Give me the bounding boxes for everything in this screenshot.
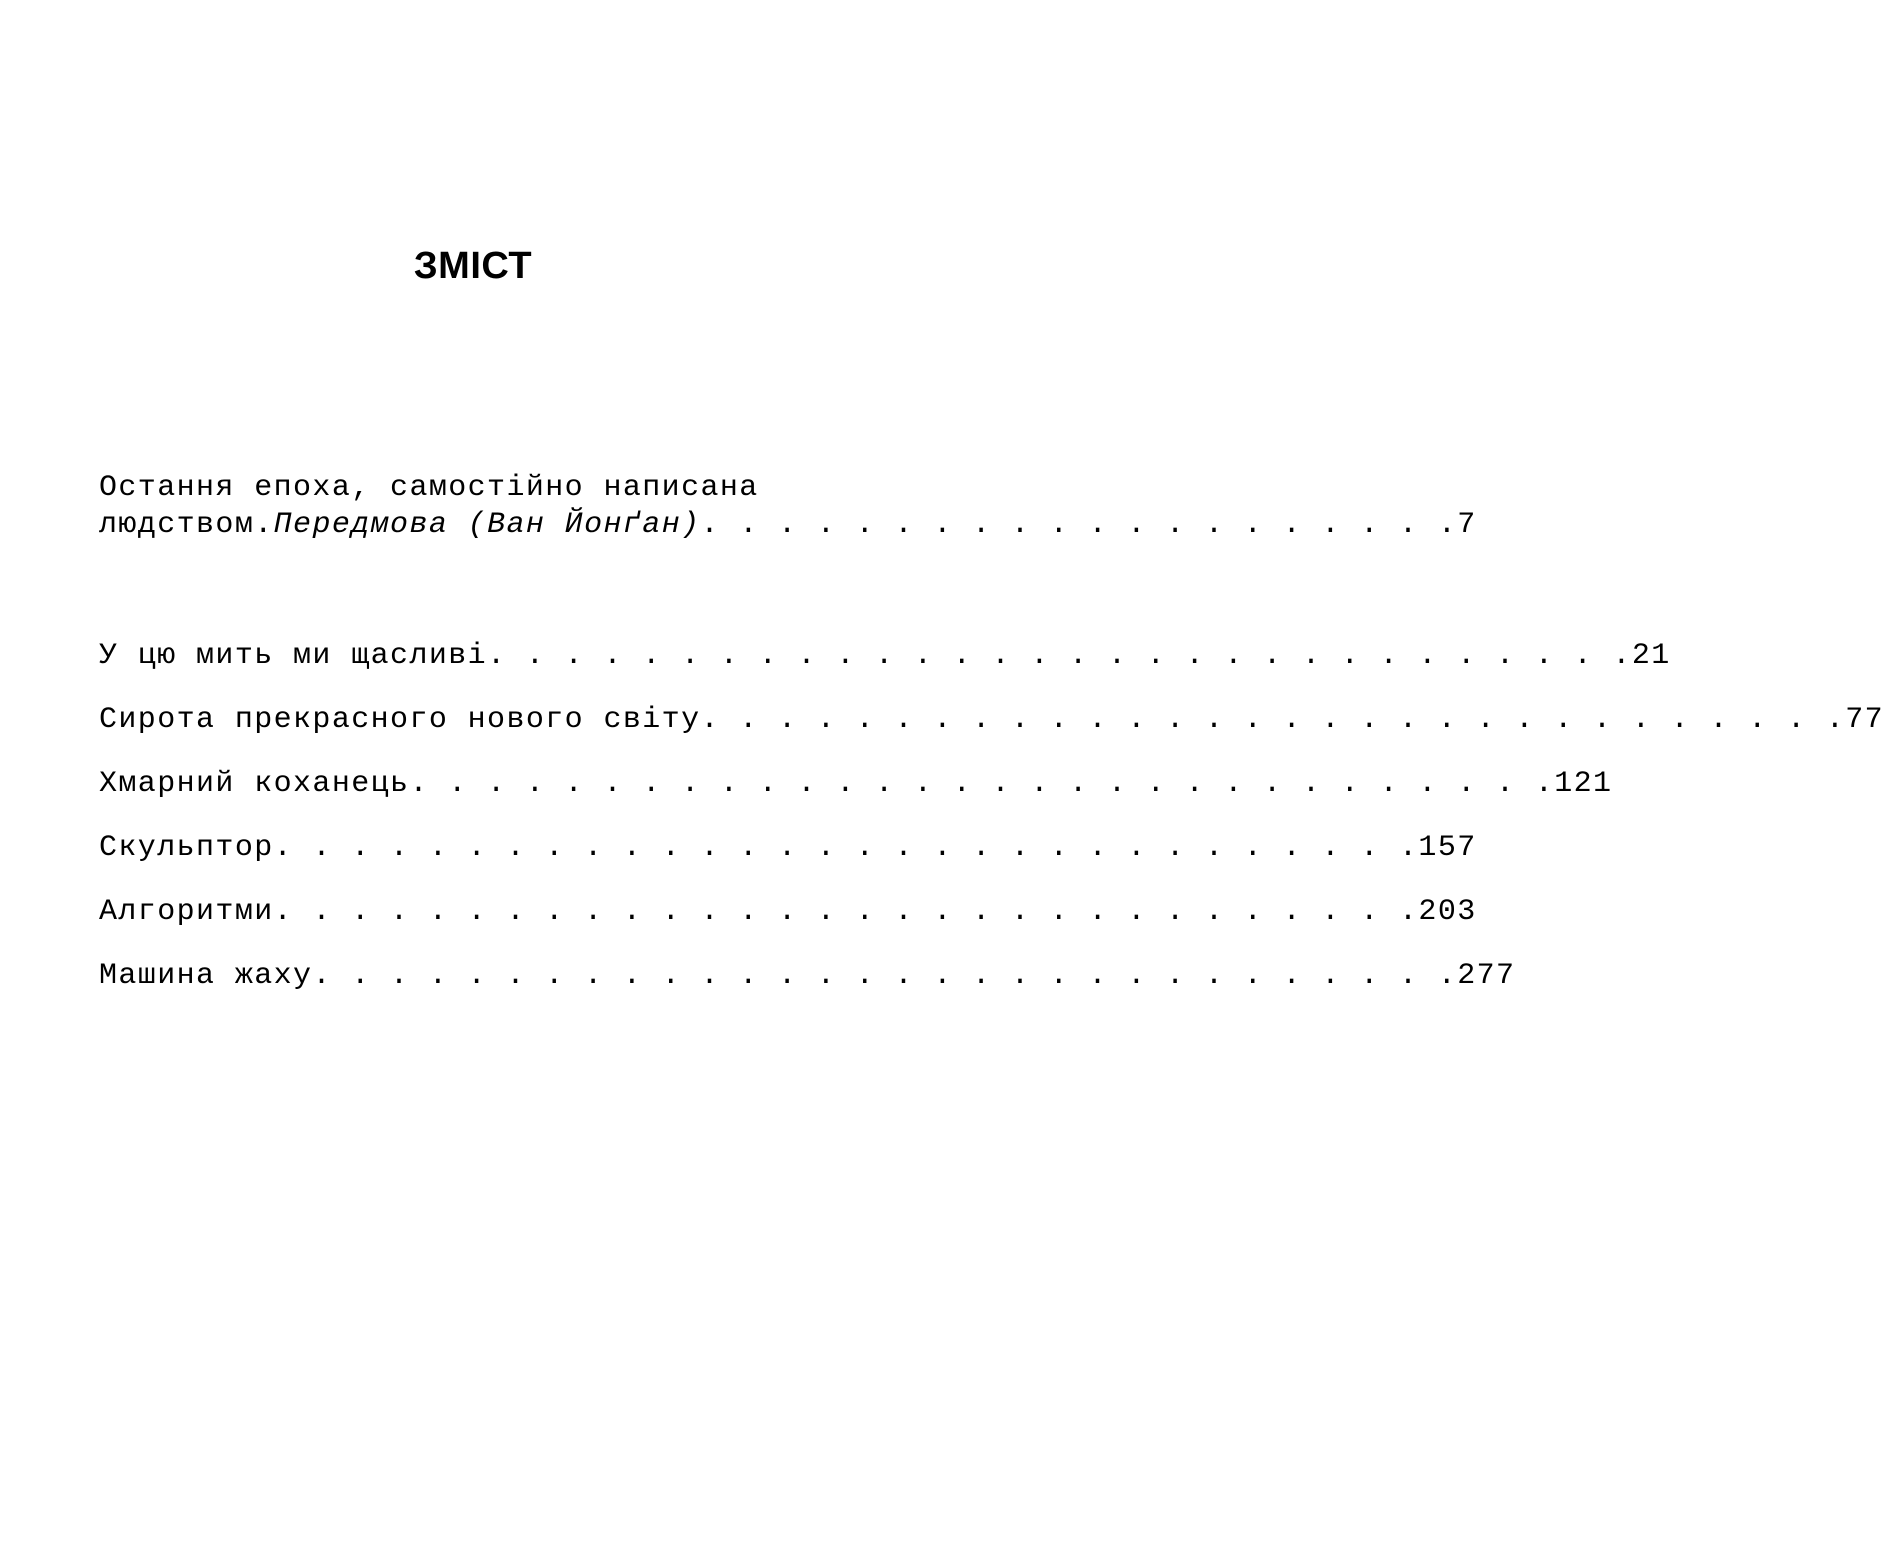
toc-entry-title: Скульптор: [99, 831, 274, 865]
toc-entry: [99, 952, 1516, 1016]
toc-list: [99, 632, 1884, 1016]
preface-page-number: 7: [1457, 508, 1477, 542]
toc-entry-page: 21: [1631, 639, 1671, 673]
preface-line-1: Остання епоха, самостійно написана: [99, 471, 759, 505]
toc-entry: [99, 888, 1477, 952]
toc-entry: [99, 760, 1613, 824]
dot-leader: . . . . . . . . . . . . . . . . . . . . . . . . . . . . . .: [273, 895, 1419, 929]
toc-entry: [99, 632, 1671, 696]
toc-entry: [99, 824, 1477, 888]
preface-label-italic: Передмова (Ван Йонґан): [273, 508, 701, 542]
toc-entry-page: 121: [1554, 767, 1613, 801]
preface-line-2: [99, 507, 1477, 544]
preface-label-plain: людством.: [99, 508, 274, 542]
toc-entry-title: У цю мить ми щасливі: [99, 639, 488, 673]
dot-leader: . . . . . . . . . . . . . . . . . . . .: [700, 508, 1458, 542]
toc-entry-title: Машина жаху: [99, 959, 313, 993]
toc-entry-page: 157: [1418, 831, 1477, 865]
dot-leader: . . . . . . . . . . . . . . . . . . . . . . . . . . . . . .: [487, 639, 1632, 673]
toc-entry-page: 203: [1418, 895, 1477, 929]
page-title: ЗМІСТ: [413, 245, 533, 287]
toc-entry-title: Алгоритми: [99, 895, 274, 929]
dot-leader: . . . . . . . . . . . . . . . . . . . . . . . . . . . . . .: [312, 959, 1458, 993]
toc-entry-page: 277: [1457, 959, 1516, 993]
toc-preface-entry: [99, 470, 1477, 544]
toc-entry-title: Сирота прекрасного нового світу: [99, 703, 701, 737]
dot-leader: . . . . . . . . . . . . . . . . . . . . . . . . . . . . . .: [700, 703, 1846, 737]
dot-leader: . . . . . . . . . . . . . . . . . . . . . . . . . . . . . .: [273, 831, 1419, 865]
dot-leader: . . . . . . . . . . . . . . . . . . . . . . . . . . . . . .: [409, 767, 1555, 801]
toc-entry-page: 77: [1845, 703, 1884, 737]
toc-entry-title: Хмарний коханець: [99, 767, 410, 801]
toc-entry: [99, 696, 1884, 760]
